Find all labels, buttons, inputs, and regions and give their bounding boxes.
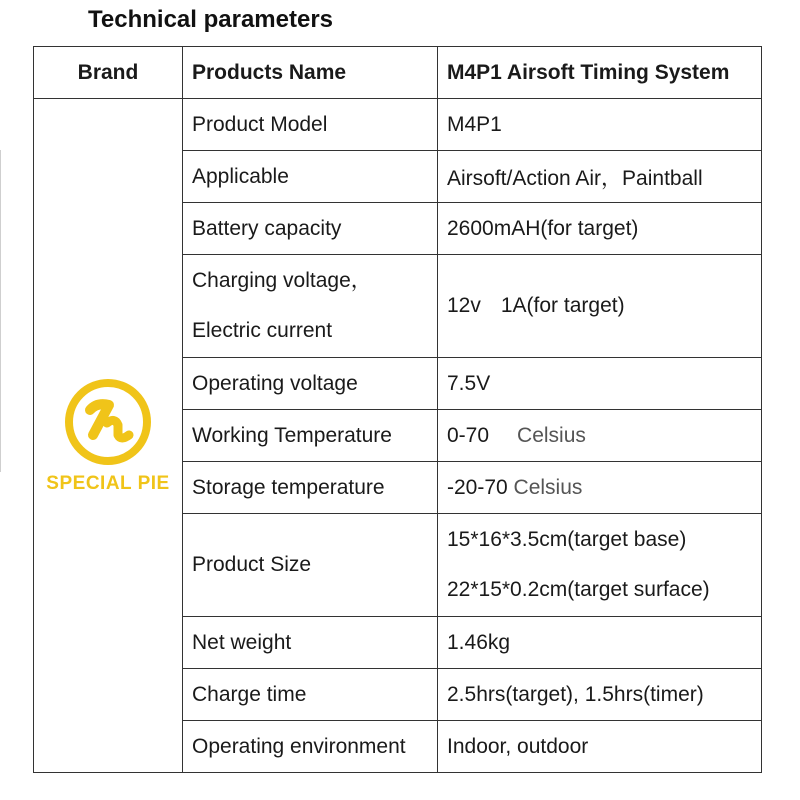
row-label-line2: Electric current xyxy=(192,319,333,342)
row-value xyxy=(438,410,762,462)
row-label: Charge time xyxy=(183,669,438,721)
row-label: Product Model xyxy=(183,99,438,151)
page-title: Technical parameters xyxy=(88,6,334,33)
spec-table xyxy=(33,46,762,773)
row-label-line1: Charging voltage， xyxy=(192,269,372,292)
row-value-part-b: 1A(for target) xyxy=(500,294,625,317)
row-value-part-a: -20-70 xyxy=(447,475,508,499)
brand-logo-text: SPECIAL PIE xyxy=(46,472,170,494)
row-label: Storage temperature xyxy=(183,462,438,514)
brand-logo-cell xyxy=(34,99,183,773)
row-value: Airsoft/Action Air，Paintball xyxy=(438,151,762,203)
row-value-line2: 22*15*0.2cm(target surface) xyxy=(447,578,710,601)
row-value: 2.5hrs(target), 1.5hrs(timer) xyxy=(438,669,762,721)
header-products-name: Products Name xyxy=(183,47,438,99)
row-label: Working Temperature xyxy=(183,410,438,462)
row-value xyxy=(438,462,762,514)
row-label: Product Size xyxy=(183,514,438,617)
row-value-part-b: Celsius xyxy=(513,475,583,499)
table-header-row xyxy=(34,47,762,99)
brand-logo xyxy=(46,377,169,495)
row-label xyxy=(183,255,438,358)
row-label: Applicable xyxy=(183,151,438,203)
row-value-part-b: Celsius xyxy=(517,423,586,447)
row-label: Net weight xyxy=(183,617,438,669)
row-value-part-a: 0-70 xyxy=(447,423,490,447)
header-brand: Brand xyxy=(34,47,183,99)
row-value: 2600mAH(for target) xyxy=(438,203,762,255)
row-value: M4P1 xyxy=(438,99,762,151)
row-value: Indoor, outdoor xyxy=(438,721,762,773)
row-label: Operating environment xyxy=(183,721,438,773)
row-label: Operating voltage xyxy=(183,358,438,410)
page-edge-line xyxy=(0,150,1,472)
special-pie-logo-icon xyxy=(63,377,153,467)
row-label: Battery capacity xyxy=(183,203,438,255)
row-value xyxy=(438,255,762,358)
row-value: 7.5V xyxy=(438,358,762,410)
row-value-line1: 15*16*3.5cm(target base) xyxy=(447,528,687,551)
table-row xyxy=(34,99,762,151)
row-value xyxy=(438,514,762,617)
row-value: 1.46kg xyxy=(438,617,762,669)
header-product: M4P1 Airsoft Timing System xyxy=(438,47,762,99)
row-value-part-a: 12v xyxy=(447,294,481,317)
